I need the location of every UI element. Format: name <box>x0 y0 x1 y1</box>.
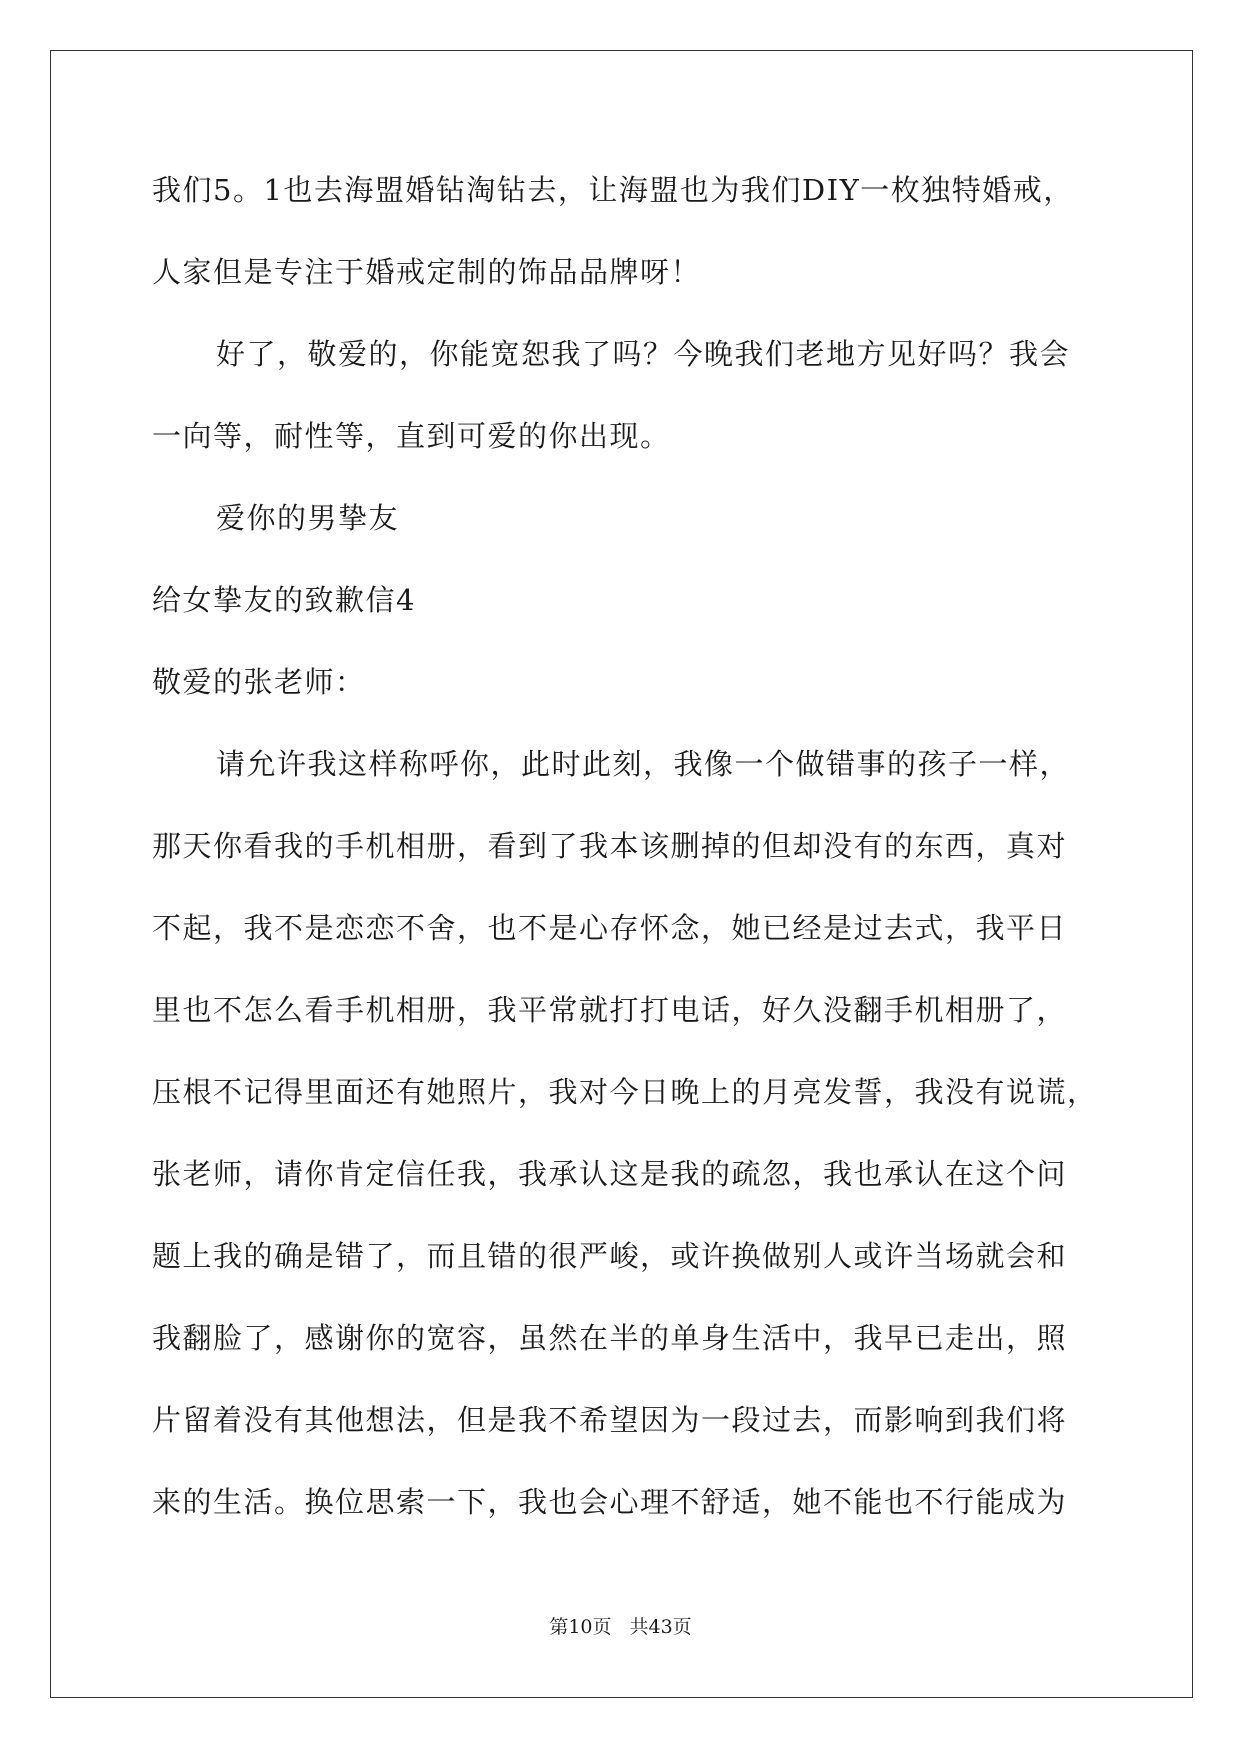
body-line: 我们5。1也去海盟婚钻淘钻去，让海盟也为我们DIY一枚独特婚戒， <box>152 173 1074 207</box>
salutation: 敬爱的张老师： <box>152 665 366 699</box>
body-line: 压根不记得里面还有她照片，我对今日晚上的月亮发誓，我没有说谎， <box>152 1075 1098 1109</box>
body-line: 人家但是专注于婚戒定制的饰品品牌呀！ <box>152 255 702 289</box>
document-body <box>152 165 1112 1559</box>
body-line: 里也不怎么看手机相册，我平常就打打电话，好久没翻手机相册了， <box>152 993 1068 1027</box>
body-line: 请允许我这样称呼你，此时此刻，我像一个做错事的孩子一样， <box>216 747 1071 781</box>
body-line: 那天你看我的手机相册，看到了我本该删掉的但却没有的东西，真对 <box>152 829 1068 863</box>
body-line: 一向等，耐性等，直到可爱的你出现。 <box>152 419 671 453</box>
signature-line: 爱你的男挚友 <box>216 501 400 535</box>
page-total: 共43页 <box>629 1616 692 1638</box>
body-line: 片留着没有其他想法，但是我不希望因为一段过去，而影响到我们将 <box>152 1403 1068 1437</box>
section-heading: 给女挚友的致歉信4 <box>152 583 416 617</box>
body-line: 来的生活。换位思索一下，我也会心理不舒适，她不能也不行能成为 <box>152 1485 1068 1519</box>
body-line: 我翻脸了，感谢你的宽容，虽然在半的单身生活中，我早已走出，照 <box>152 1321 1068 1355</box>
body-line: 张老师，请你肯定信任我，我承认这是我的疏忽，我也承认在这个问 <box>152 1157 1068 1191</box>
page-footer <box>0 1612 1241 1639</box>
body-line: 题上我的确是错了，而且错的很严峻，或许换做别人或许当场就会和 <box>152 1239 1068 1273</box>
page-number: 第10页 <box>549 1616 612 1638</box>
body-line: 不起，我不是恋恋不舍，也不是心存怀念，她已经是过去式，我平日 <box>152 911 1068 945</box>
body-line: 好了，敬爱的，你能宽恕我了吗？今晚我们老地方见好吗？我会 <box>216 337 1071 371</box>
